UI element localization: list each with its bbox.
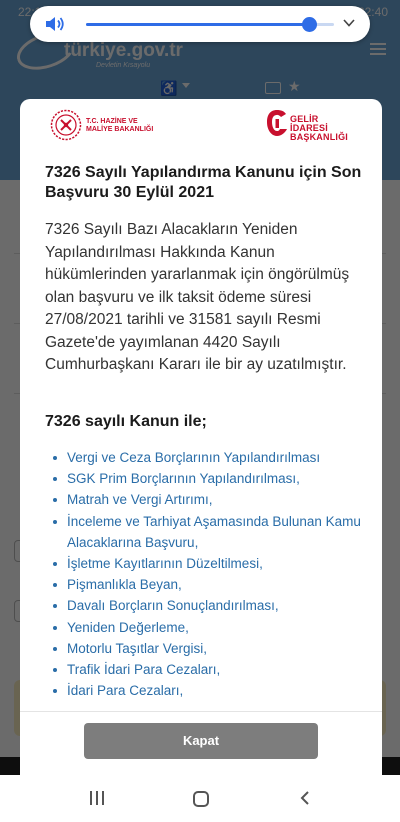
list-item: SGK Prim Borçlarının Yapılandırılması,	[50, 468, 370, 489]
modal-title: 7326 Sayılı Yapılandırma Kanunu için Son Başvuru 30 Eylül 2021	[45, 164, 362, 201]
speaker-icon[interactable]	[44, 15, 66, 33]
volume-panel	[30, 6, 370, 42]
modal-paragraph: 7326 Sayılı Bazı Alacakların Yeniden Yapılandırılması Hakkında Kanun hükümlerinden yararlanmak için öngörülmüş olan başvuru ve ilk taksit ödeme süresi 27/08/2021 tarihli ve 31581 sayılı Resmi Gazete'de yayımlanan 4420 Sayılı Cumhurbaşkanı Kararı ile bir ay uzatılmıştır.	[45, 221, 350, 373]
gib-line1: GELİR İDARESİ	[290, 114, 328, 133]
scope-list	[50, 447, 370, 701]
hazine-emblem-icon	[50, 109, 82, 141]
gib-text	[290, 115, 356, 142]
recents-icon[interactable]	[89, 791, 105, 805]
list-item: Davalı Borçların Sonuçlandırılması,	[50, 595, 370, 616]
gib-line2: BAŞKANLIĞI	[290, 132, 348, 142]
modal-subheading: 7326 sayılı Kanun ile;	[45, 413, 207, 430]
modal-content[interactable]	[20, 151, 382, 709]
list-item: Yeniden Değerleme,	[50, 617, 370, 638]
list-item: Trafik İdari Para Cezaları,	[50, 659, 370, 680]
hazine-line1: T.C. HAZİNE VE	[86, 118, 138, 125]
home-icon[interactable]	[193, 791, 209, 807]
list-item: Matrah ve Vergi Artırımı,	[50, 489, 370, 510]
back-icon[interactable]	[298, 791, 312, 805]
list-item: İşletme Kayıtlarının Düzeltilmesi,	[50, 553, 370, 574]
volume-fill	[86, 23, 309, 26]
announcement-modal	[20, 99, 382, 775]
close-button[interactable]: Kapat	[84, 723, 318, 759]
volume-slider[interactable]	[86, 23, 334, 26]
list-item: İdari Para Cezaları,	[50, 680, 370, 701]
hazine-line2: MALİYE BAKANLIĞI	[86, 126, 154, 133]
list-item: İnceleme ve Tarhiyat Aşamasında Bulunan Kamu Alacaklarına Başvuru,	[50, 511, 370, 553]
modal-footer	[20, 711, 382, 775]
hazine-text	[86, 118, 153, 134]
modal-logos	[20, 99, 382, 151]
list-item: Motorlu Taşıtlar Vergisi,	[50, 638, 370, 659]
gib-mark-icon	[266, 109, 288, 137]
hazine-logo	[50, 109, 190, 143]
navigation-bar	[0, 775, 400, 822]
list-item: Pişmanlıkla Beyan,	[50, 574, 370, 595]
chevron-down-icon[interactable]	[342, 17, 356, 29]
gib-logo	[266, 109, 356, 142]
volume-thumb[interactable]	[302, 17, 317, 32]
list-item: Vergi ve Ceza Borçlarının Yapılandırılması	[50, 447, 370, 468]
